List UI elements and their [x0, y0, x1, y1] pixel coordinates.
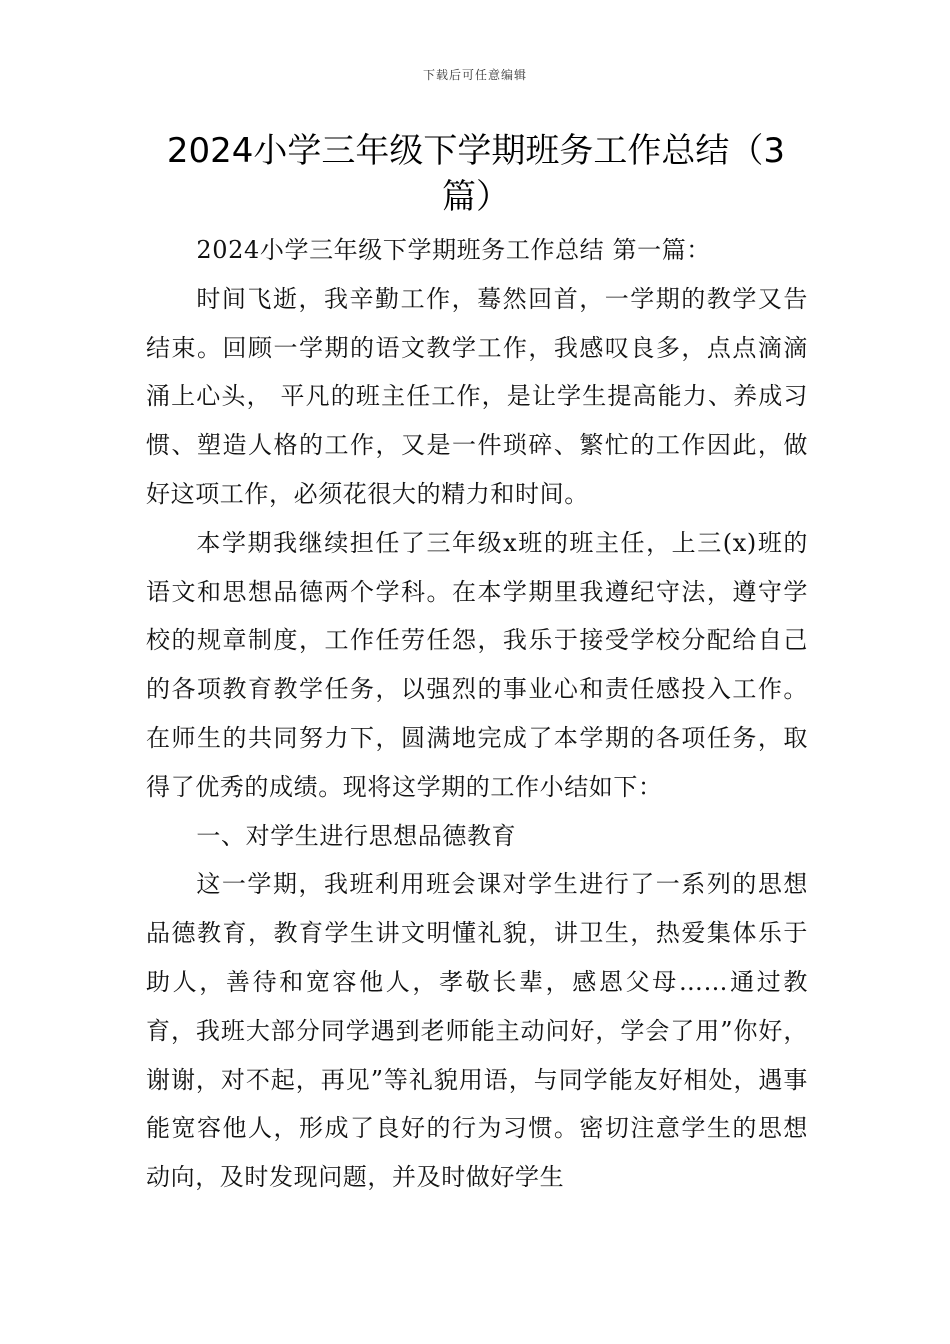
document-title: 2024小学三年级下学期班务工作总结（3篇）	[166, 131, 786, 217]
paragraph-section-heading: 2024小学三年级下学期班务工作总结 第一篇：	[196, 236, 711, 264]
paragraph-intro: 时间飞逝，我辛勤工作，蓦然回首，一学期的教学又告结束。回顾一学期的语文教学工作，我感叹良多，点点滴滴涌上心头， 平凡的班主任工作，是让学生提高能力、养成习惯、塑造人格的工作，又是一件琐碎、繁忙的工作因此，做好这项工作，必须花很大的精力和时间。	[146, 284, 808, 508]
paragraph-moral-education: 这一学期，我班利用班会课对学生进行了一系列的思想品德教育，教育学生讲文明懂礼貌，讲卫生，热爱集体乐于助人，善待和宽容他人，孝敬长辈，感恩父母……通过教育，我班大部分同学遇到老师能主动问好，学会了用”你好，谢谢，对不起，再见”等礼貌用语，与同学能友好相处，遇事能宽容他人，形成了良好的行为习惯。密切注意学生的思想动向，及时发现问题，并及时做好学生	[146, 870, 808, 1192]
header-note: 下载后可任意编辑	[422, 68, 527, 82]
paragraph-duties: 本学期我继续担任了三年级x班的班主任，上三(x)班的语文和思想品德两个学科。在本学期里我遵纪守法，遵守学校的规章制度，工作任劳任怨，我乐于接受学校分配给自己的各项教育教学任务，以强烈的事业心和责任感投入工作。在师生的共同努力下，圆满地完成了本学期的各项任务，取得了优秀的成绩。现将这学期的工作小结如下：	[146, 528, 808, 801]
paragraph-subheading-moral-education: 一、对学生进行思想品德教育	[196, 821, 517, 850]
document-body	[146, 226, 808, 1202]
